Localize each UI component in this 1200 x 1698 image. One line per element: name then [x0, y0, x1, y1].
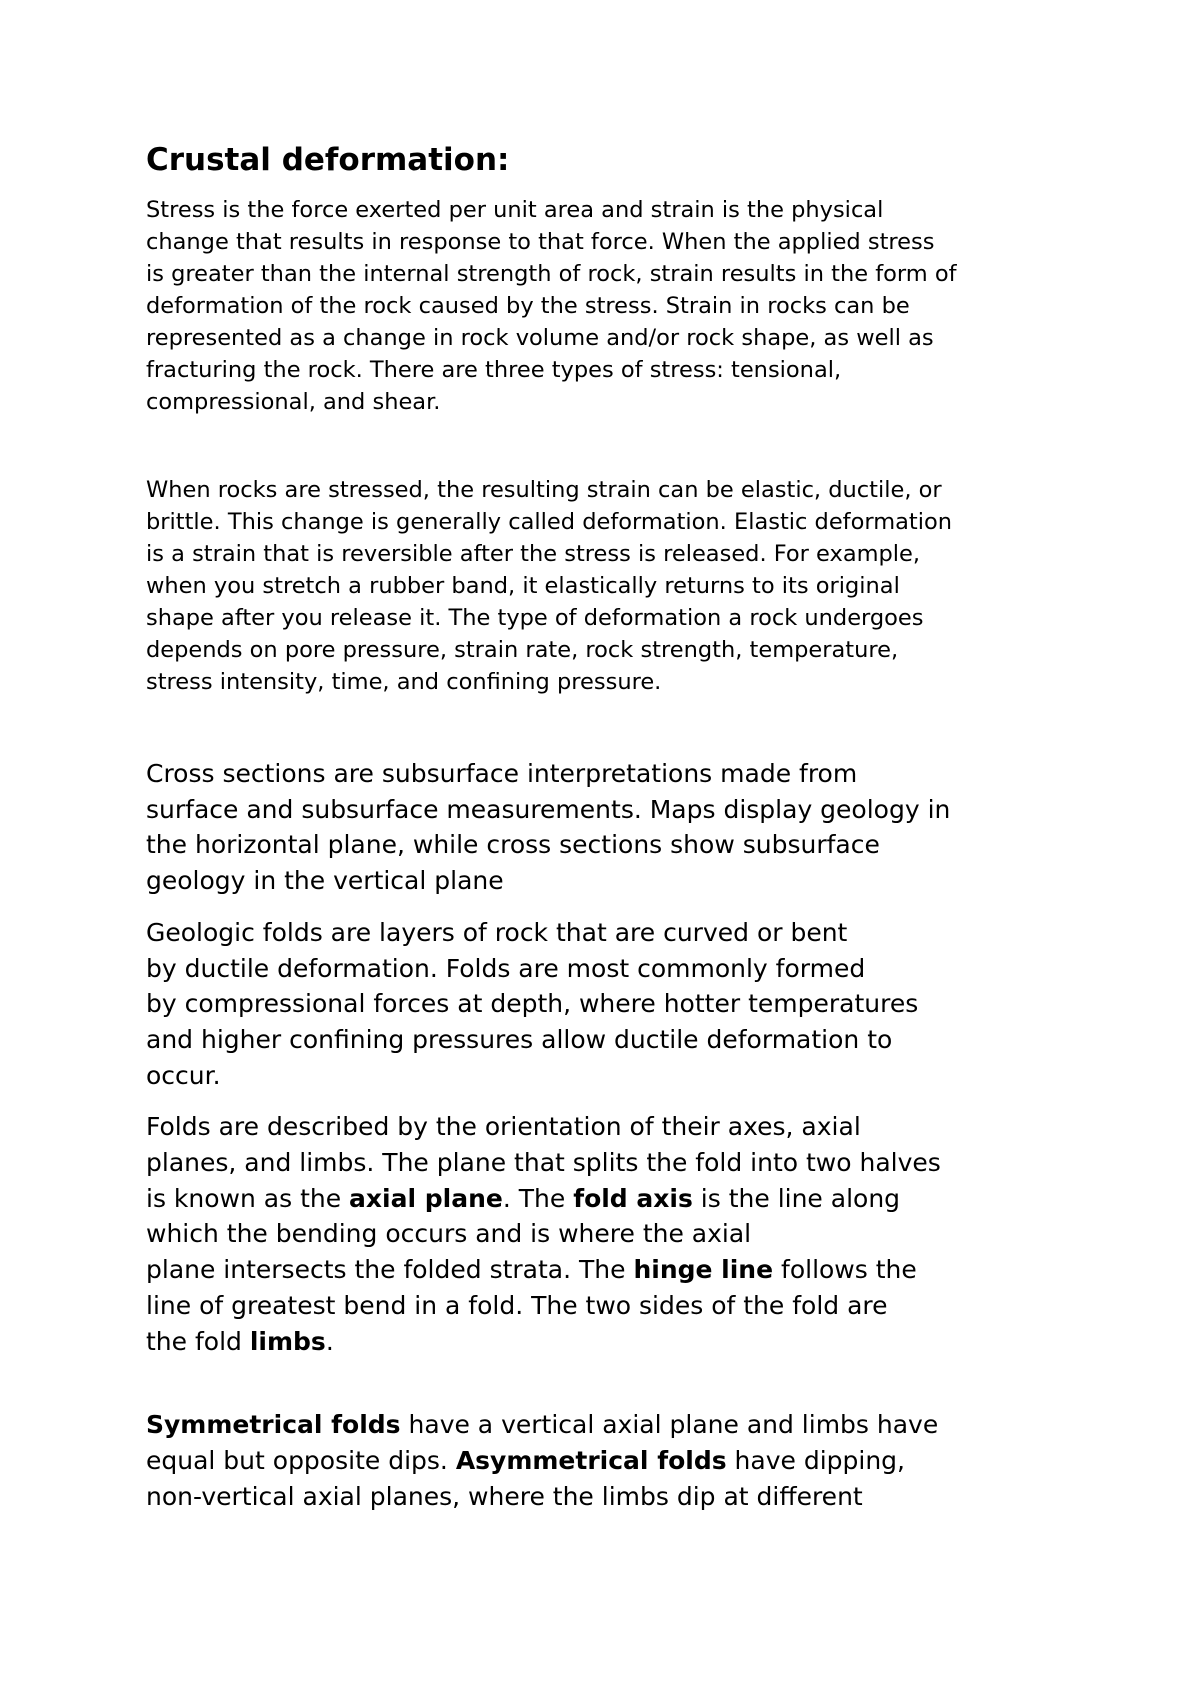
text-line: occur.: [146, 1060, 221, 1090]
text-line: is greater than the internal strength of rock, strain results in the form of: [146, 261, 957, 287]
text-segment: have a vertical axial plane and limbs have: [400, 1410, 939, 1440]
paragraph-fold-symmetry: [146, 1407, 1086, 1514]
text-segment: follows the: [773, 1255, 917, 1285]
term-limbs: limbs: [249, 1326, 326, 1356]
term-fold-axis: fold axis: [573, 1183, 693, 1213]
text-line: brittle. This change is generally called deformation. Elastic deformation: [146, 509, 953, 535]
paragraph-fold-description: [146, 1109, 1086, 1359]
text-line: Stress is the force exerted per unit area and strain is the physical: [146, 197, 884, 223]
text-line: When rocks are stressed, the resulting strain can be elastic, ductile, or: [146, 477, 942, 503]
text-line: is a strain that is reversible after the stress is released. For example,: [146, 541, 921, 567]
text-line: [146, 1407, 1086, 1443]
text-segment: plane intersects the folded strata. The: [146, 1255, 634, 1285]
text-line: by ductile deformation. Folds are most commonly formed: [146, 953, 866, 983]
text-segment: . The: [502, 1183, 574, 1213]
text-segment: equal but opposite dips.: [146, 1445, 456, 1475]
text-line: Geologic folds are layers of rock that are curved or bent: [146, 917, 848, 947]
text-line: which the bending occurs and is where the axial: [146, 1219, 752, 1249]
text-segment: is known as the: [146, 1183, 350, 1213]
term-symmetrical-folds: Symmetrical folds: [146, 1410, 401, 1440]
text-line: represented as a change in rock volume and/or rock shape, as well as: [146, 325, 934, 351]
text-line: change that results in response to that force. When the applied stress: [146, 229, 935, 255]
text-line: Cross sections are subsurface interpretations made from: [146, 759, 858, 788]
text-line: the horizontal plane, while cross sections show subsurface: [146, 830, 880, 860]
paragraph-deformation-types: [146, 474, 1086, 698]
text-line: [146, 1324, 1086, 1360]
text-line: Folds are described by the orientation of their axes, axial: [146, 1112, 861, 1142]
text-line: [146, 1252, 1086, 1288]
text-line: surface and subsurface measurements. Maps display geology in: [146, 794, 951, 824]
paragraph-geologic-folds: [146, 915, 1086, 1094]
document-page: [146, 140, 1086, 1514]
term-axial-plane: axial plane: [349, 1183, 503, 1213]
text-segment: have dipping,: [726, 1445, 906, 1475]
term-asymmetrical-folds: Asymmetrical folds: [455, 1445, 727, 1475]
text-line: compressional, and shear.: [146, 389, 441, 415]
text-line: shape after you release it. The type of deformation a rock undergoes: [146, 605, 924, 631]
text-line: by compressional forces at depth, where hotter temperatures: [146, 989, 919, 1019]
text-segment: the fold: [146, 1326, 250, 1356]
text-line: line of greatest bend in a fold. The two sides of the fold are: [146, 1290, 888, 1320]
text-line: non-vertical axial planes, where the limbs dip at different: [146, 1481, 863, 1511]
text-line: depends on pore pressure, strain rate, rock strength, temperature,: [146, 637, 899, 663]
text-line: and higher confining pressures allow ductile deformation to: [146, 1024, 893, 1054]
term-hinge-line: hinge line: [633, 1255, 774, 1285]
text-line: geology in the vertical plane: [146, 866, 504, 896]
text-segment: .: [325, 1326, 334, 1356]
text-line: fracturing the rock. There are three types of stress: tensional,: [146, 357, 842, 383]
text-line: stress intensity, time, and confining pressure.: [146, 669, 662, 695]
text-segment: is the line along: [692, 1183, 901, 1213]
text-line: when you stretch a rubber band, it elastically returns to its original: [146, 573, 900, 599]
text-line: [146, 1181, 1086, 1217]
text-line: [146, 1443, 1086, 1479]
text-line: planes, and limbs. The plane that splits the fold into two halves: [146, 1148, 941, 1178]
text-line: deformation of the rock caused by the stress. Strain in rocks can be: [146, 293, 910, 319]
paragraph-cross-sections: [146, 756, 1086, 899]
paragraph-stress-strain: [146, 194, 1086, 418]
page-title: Crustal deformation:: [146, 142, 510, 178]
